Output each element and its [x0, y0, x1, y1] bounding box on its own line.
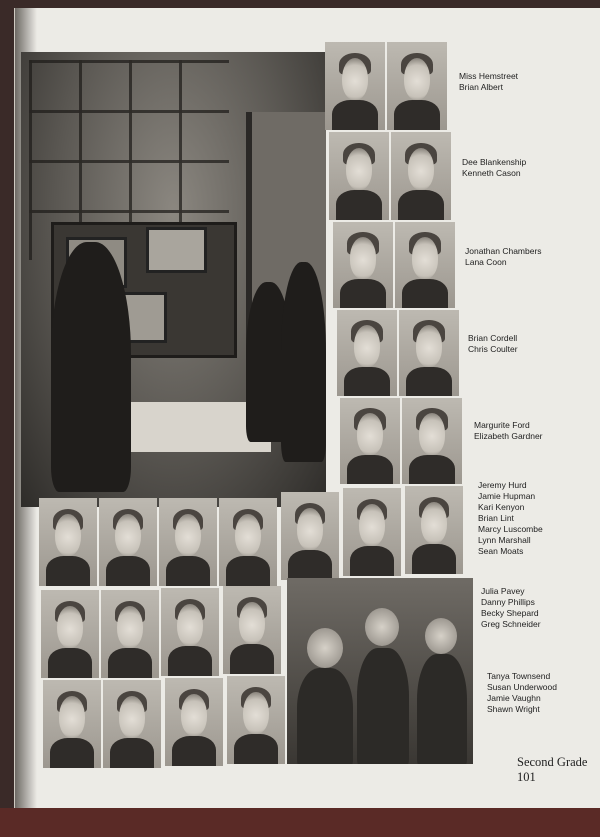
portrait-face	[243, 692, 269, 734]
portrait-face	[350, 237, 376, 278]
portrait-clothing	[347, 455, 393, 484]
name-line: Shawn Wright	[487, 704, 540, 714]
portrait	[337, 310, 397, 396]
portrait-face	[119, 696, 145, 738]
portrait-face	[408, 148, 434, 190]
portrait	[39, 498, 97, 586]
portrait-clothing	[48, 648, 92, 678]
child-face	[365, 608, 399, 646]
portrait	[159, 498, 217, 586]
portrait-face	[354, 325, 380, 366]
child-figure	[297, 668, 353, 764]
portrait-clothing	[166, 556, 210, 586]
caption-pair-5	[474, 420, 543, 442]
portrait-face	[404, 58, 430, 100]
portrait-face	[117, 606, 143, 648]
portrait	[387, 42, 447, 130]
name-line: Marcy Luscombe	[478, 524, 543, 534]
portrait-clothing	[234, 734, 278, 764]
caption-pair-2	[462, 157, 526, 179]
portrait	[43, 680, 101, 768]
portrait-clothing	[106, 556, 150, 586]
portrait-clothing	[172, 736, 216, 766]
portrait-clothing	[110, 738, 154, 768]
portrait-clothing	[46, 556, 90, 586]
portrait-clothing	[336, 190, 382, 220]
portrait	[343, 488, 401, 576]
yearbook-page	[14, 8, 600, 808]
portrait-face	[181, 694, 207, 736]
portrait-clothing	[350, 546, 394, 576]
portrait-face	[235, 514, 261, 556]
page-folio: Second Grade 101	[517, 755, 588, 784]
name-line: Margurite Ford	[474, 420, 530, 430]
background-edge	[0, 808, 600, 837]
name-line: Jonathan Chambers	[465, 246, 542, 256]
portrait	[165, 678, 223, 766]
portrait-clothing	[398, 190, 444, 220]
portrait-face	[59, 696, 85, 738]
portrait-clothing	[412, 544, 456, 574]
portrait-face	[412, 237, 438, 278]
name-line: Kari Kenyon	[478, 502, 525, 512]
portrait-clothing	[108, 648, 152, 678]
portrait	[219, 498, 277, 586]
name-line: Jamie Vaughn	[487, 693, 541, 703]
name-line: Danny Phillips	[481, 597, 535, 607]
portrait-clothing	[340, 279, 386, 308]
child-figure	[417, 654, 467, 764]
name-line: Kenneth Cason	[462, 168, 521, 178]
portrait	[329, 132, 389, 220]
portrait-face	[239, 602, 265, 644]
name-line: Julia Pavey	[481, 586, 525, 596]
portrait-face	[357, 413, 383, 454]
name-line: Lynn Marshall	[478, 535, 531, 545]
portrait-clothing	[288, 550, 332, 580]
portrait	[402, 398, 462, 484]
portrait-clothing	[230, 644, 274, 674]
portrait-face	[346, 148, 372, 190]
portrait-clothing	[402, 279, 448, 308]
name-line: Greg Schneider	[481, 619, 541, 629]
portrait-face	[175, 514, 201, 556]
portrait	[405, 486, 463, 574]
caption-pair-3	[465, 246, 542, 268]
name-line: Becky Shepard	[481, 608, 539, 618]
portrait	[223, 586, 281, 674]
portrait-face	[416, 325, 442, 366]
child-figure	[357, 648, 409, 764]
portrait-face	[421, 502, 447, 544]
portrait-clothing	[50, 738, 94, 768]
name-line: Brian Cordell	[468, 333, 518, 343]
portrait	[41, 590, 99, 678]
child-face	[425, 618, 457, 654]
name-line: Tanya Townsend	[487, 671, 551, 681]
portrait	[391, 132, 451, 220]
portrait-face	[359, 504, 385, 546]
name-line: Jamie Hupman	[478, 491, 536, 501]
portrait-clothing	[406, 367, 452, 396]
teacher-silhouette	[51, 242, 131, 492]
portrait-clothing	[226, 556, 270, 586]
portrait	[399, 310, 459, 396]
portrait-face	[297, 508, 323, 550]
name-line: Sean Moats	[478, 546, 524, 556]
portrait	[333, 222, 393, 308]
name-line: Chris Coulter	[468, 344, 518, 354]
name-line: Brian Albert	[459, 82, 503, 92]
portrait	[227, 676, 285, 764]
portrait-clothing	[394, 100, 440, 130]
caption-pair-1	[459, 71, 518, 93]
child-silhouette	[281, 262, 326, 462]
child-face	[307, 628, 343, 668]
portrait	[99, 498, 157, 586]
portrait-clothing	[332, 100, 378, 130]
portrait	[340, 398, 400, 484]
portrait	[281, 492, 339, 580]
portrait-clothing	[409, 455, 455, 484]
portrait-face	[342, 58, 368, 100]
caption-row-6	[478, 480, 543, 557]
portrait	[101, 590, 159, 678]
portrait-face	[55, 514, 81, 556]
portrait-clothing	[168, 646, 212, 676]
portrait-face	[115, 514, 141, 556]
portrait-face	[57, 606, 83, 648]
name-line: Brian Lint	[478, 513, 514, 523]
portrait	[395, 222, 455, 308]
portrait	[103, 680, 161, 768]
portrait	[161, 588, 219, 676]
portrait-face	[177, 604, 203, 646]
name-line: Elizabeth Gardner	[474, 431, 543, 441]
portrait	[325, 42, 385, 130]
name-line: Susan Underwood	[487, 682, 557, 692]
classroom-photo	[21, 52, 326, 507]
name-line: Dee Blankenship	[462, 157, 527, 167]
portrait-face	[419, 413, 445, 454]
name-line: Lana Coon	[465, 257, 507, 267]
picture-frame	[146, 227, 207, 273]
name-line: Jeremy Hurd	[478, 480, 527, 490]
name-line: Miss Hemstreet	[459, 71, 519, 81]
caption-pair-4	[468, 333, 518, 355]
caption-row-7	[481, 586, 541, 630]
group-candid-photo	[287, 578, 473, 764]
portrait-clothing	[344, 367, 390, 396]
caption-row-8	[487, 671, 557, 715]
